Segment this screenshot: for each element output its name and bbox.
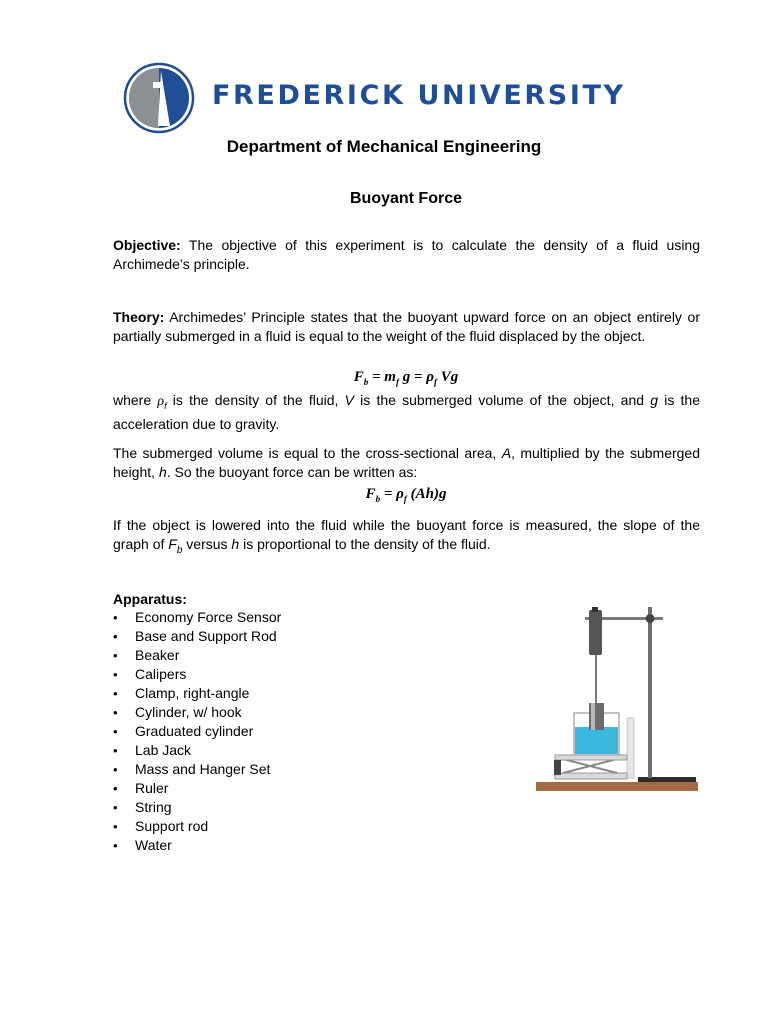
equation-buoyant-force-height: $F_b = \rho_f$ (Ah)g [365, 486, 447, 504]
list-item: • Base and Support Rod [113, 627, 281, 646]
department-heading: Department of Mechanical Engineering [226, 137, 542, 156]
list-item: • Beaker [113, 646, 281, 665]
list-item: • Water [113, 836, 281, 855]
force-sensor [589, 610, 602, 655]
list-item: • Support rod [113, 817, 281, 836]
list-item: • Clamp, right-angle [113, 684, 281, 703]
theory-paragraph [113, 308, 700, 345]
table-top [536, 782, 698, 791]
list-item: • Cylinder, w/ hook [113, 703, 281, 722]
clamp [646, 614, 655, 623]
list-item: • String [113, 798, 281, 817]
water [575, 727, 618, 754]
university-name: FREDERICK UNIVERSITY [212, 80, 626, 111]
list-item: • Economy Force Sensor [113, 608, 281, 627]
graduated-cylinder [627, 718, 634, 778]
apparatus-illustration [535, 603, 699, 795]
lab-jack [555, 773, 627, 779]
apparatus-heading: Apparatus: [113, 591, 187, 607]
university-logo [123, 62, 195, 134]
list-item: • Ruler [113, 779, 281, 798]
list-item: • Calipers [113, 665, 281, 684]
apparatus-list [113, 608, 281, 855]
where-paragraph: where $\rho_f$ is the density of the fluid, V is the submerged volume of the object, and g is the acceleration due to gravity. [113, 392, 700, 433]
list-item: • Graduated cylinder [113, 722, 281, 741]
slope-paragraph: If the object is lowered into the fluid while the buoyant force is measured, the slope of the graph of $F_b$ versus h is proportional to the density of the fluid. [113, 517, 700, 556]
theory-label: Theory: [113, 309, 165, 325]
objective-text: The objective of this experiment is to calculate the density of a fluid using Archimede’s principle. [113, 237, 701, 272]
submerged-volume-paragraph: The submerged volume is equal to the cross-sectional area, A, multiplied by the submerged height, h. So the buoyant force can be written as: [113, 445, 700, 480]
document-title: Buoyant Force [349, 190, 462, 207]
objective-label: Objective: [113, 237, 181, 253]
jack-knob [554, 760, 561, 775]
objective-paragraph [113, 236, 700, 273]
list-item: • Lab Jack [113, 741, 281, 760]
equation-buoyant-force-mass: $F_b = m_f$ $g = \rho_f$ Vg [353, 369, 459, 387]
stand-base [638, 777, 696, 782]
list-item: • Mass and Hanger Set [113, 760, 281, 779]
support-rod [648, 607, 652, 778]
theory-text: Archimedes’ Principle states that the buoyant upward force on an object entirely or partially submerged in a fluid is equal to the weight of the fluid displaced by the object. [113, 309, 700, 344]
